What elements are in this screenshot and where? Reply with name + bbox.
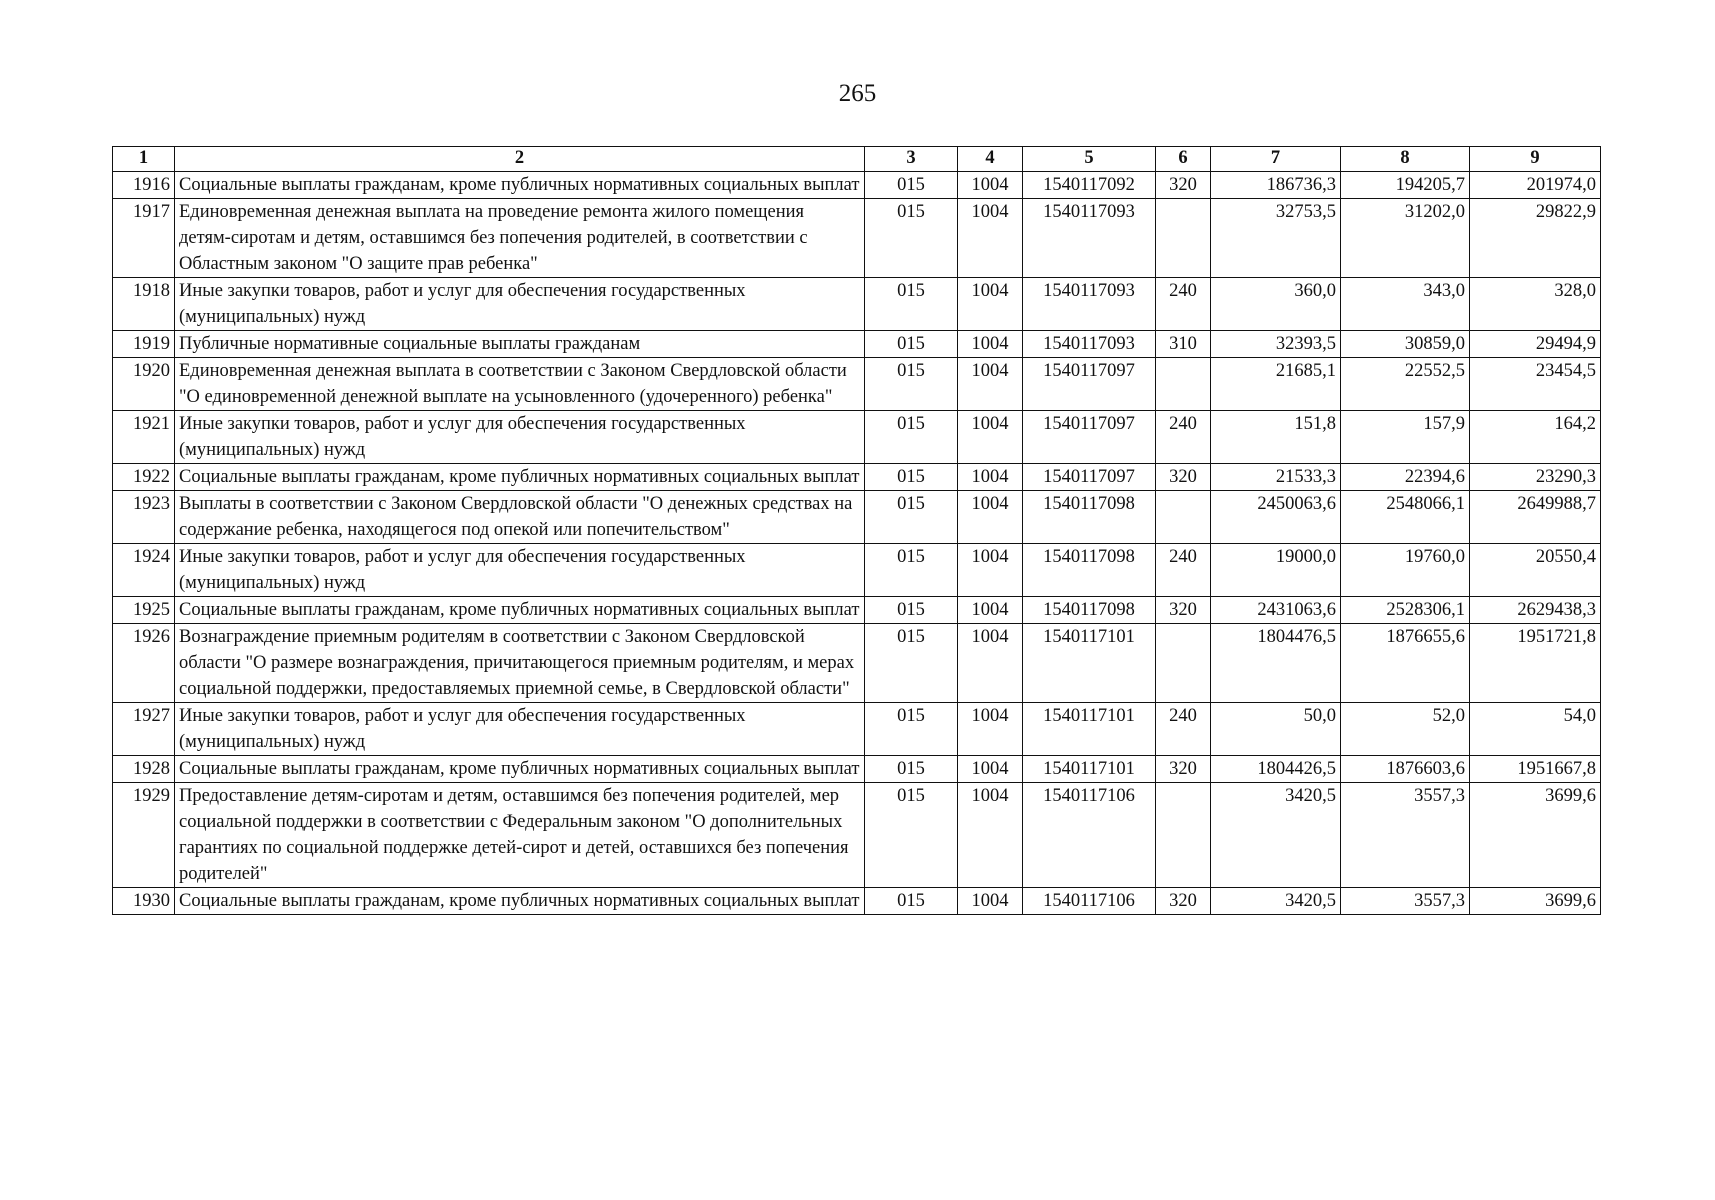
amount-year-3: 29494,9 (1470, 331, 1601, 358)
amount-year-1: 3420,5 (1211, 888, 1341, 915)
table-body (113, 172, 1601, 915)
code-expense-type: 320 (1156, 597, 1211, 624)
column-header: 6 (1156, 147, 1211, 172)
amount-year-3: 3699,6 (1470, 888, 1601, 915)
amount-year-2: 19760,0 (1341, 544, 1470, 597)
amount-year-2: 343,0 (1341, 278, 1470, 331)
code-ministry: 015 (865, 491, 958, 544)
column-header: 4 (958, 147, 1023, 172)
code-target-article: 1540117098 (1023, 491, 1156, 544)
column-header: 5 (1023, 147, 1156, 172)
amount-year-3: 2629438,3 (1470, 597, 1601, 624)
code-section: 1004 (958, 331, 1023, 358)
code-expense-type: 320 (1156, 888, 1211, 915)
row-number: 1929 (113, 783, 175, 888)
column-header: 8 (1341, 147, 1470, 172)
code-expense-type: 240 (1156, 544, 1211, 597)
code-target-article: 1540117101 (1023, 756, 1156, 783)
code-section: 1004 (958, 624, 1023, 703)
row-number: 1928 (113, 756, 175, 783)
amount-year-1: 1804476,5 (1211, 624, 1341, 703)
code-ministry: 015 (865, 624, 958, 703)
amount-year-1: 2450063,6 (1211, 491, 1341, 544)
row-number: 1919 (113, 331, 175, 358)
code-ministry: 015 (865, 278, 958, 331)
table-row (113, 756, 1601, 783)
table-row (113, 703, 1601, 756)
amount-year-1: 21685,1 (1211, 358, 1341, 411)
row-number: 1916 (113, 172, 175, 199)
page-number: 265 (838, 80, 877, 107)
amount-year-3: 201974,0 (1470, 172, 1601, 199)
code-target-article: 1540117098 (1023, 597, 1156, 624)
code-ministry: 015 (865, 172, 958, 199)
code-expense-type: 310 (1156, 331, 1211, 358)
row-description: Выплаты в соответствии с Законом Свердловской области "О денежных средствах на содержание ребенка, находящегося под опекой или попечительством" (175, 491, 865, 544)
row-description: Социальные выплаты гражданам, кроме публичных нормативных социальных выплат (175, 172, 865, 199)
amount-year-1: 2431063,6 (1211, 597, 1341, 624)
code-expense-type (1156, 491, 1211, 544)
code-section: 1004 (958, 358, 1023, 411)
code-section: 1004 (958, 597, 1023, 624)
code-target-article: 1540117093 (1023, 199, 1156, 278)
amount-year-3: 3699,6 (1470, 783, 1601, 888)
code-ministry: 015 (865, 783, 958, 888)
code-ministry: 015 (865, 544, 958, 597)
row-number: 1918 (113, 278, 175, 331)
row-number: 1920 (113, 358, 175, 411)
row-number: 1930 (113, 888, 175, 915)
amount-year-2: 2548066,1 (1341, 491, 1470, 544)
code-expense-type (1156, 783, 1211, 888)
table-row (113, 624, 1601, 703)
amount-year-3: 20550,4 (1470, 544, 1601, 597)
amount-year-2: 30859,0 (1341, 331, 1470, 358)
code-section: 1004 (958, 544, 1023, 597)
table-row (113, 464, 1601, 491)
amount-year-3: 23290,3 (1470, 464, 1601, 491)
amount-year-3: 1951667,8 (1470, 756, 1601, 783)
code-target-article: 1540117097 (1023, 411, 1156, 464)
code-target-article: 1540117098 (1023, 544, 1156, 597)
row-description: Предоставление детям-сиротам и детям, оставшимся без попечения родителей, мер социальной поддержки в соответствии с Федеральным законом "О дополнительных гарантиях по социальной поддержке детей-сирот и детей, оставшихся без попечения родителей" (175, 783, 865, 888)
code-target-article: 1540117106 (1023, 888, 1156, 915)
amount-year-2: 1876603,6 (1341, 756, 1470, 783)
code-ministry: 015 (865, 597, 958, 624)
code-expense-type: 240 (1156, 278, 1211, 331)
code-target-article: 1540117092 (1023, 172, 1156, 199)
row-description: Социальные выплаты гражданам, кроме публичных нормативных социальных выплат (175, 888, 865, 915)
amount-year-1: 19000,0 (1211, 544, 1341, 597)
amount-year-1: 186736,3 (1211, 172, 1341, 199)
row-number: 1927 (113, 703, 175, 756)
table-row (113, 544, 1601, 597)
amount-year-3: 54,0 (1470, 703, 1601, 756)
amount-year-3: 2649988,7 (1470, 491, 1601, 544)
row-description: Иные закупки товаров, работ и услуг для обеспечения государственных (муниципальных) нужд (175, 544, 865, 597)
amount-year-2: 31202,0 (1341, 199, 1470, 278)
code-expense-type: 240 (1156, 703, 1211, 756)
code-target-article: 1540117101 (1023, 703, 1156, 756)
amount-year-2: 1876655,6 (1341, 624, 1470, 703)
code-expense-type (1156, 358, 1211, 411)
table-row (113, 411, 1601, 464)
row-description: Иные закупки товаров, работ и услуг для обеспечения государственных (муниципальных) нужд (175, 703, 865, 756)
code-ministry: 015 (865, 358, 958, 411)
amount-year-2: 2528306,1 (1341, 597, 1470, 624)
row-description: Вознаграждение приемным родителям в соответствии с Законом Свердловской области "О размере вознаграждения, причитающегося приемным родителям, и мерах социальной поддержки, предоставляемых приемной семье, в Свердловской области" (175, 624, 865, 703)
table-row (113, 278, 1601, 331)
row-description: Единовременная денежная выплата на проведение ремонта жилого помещения детям-сиротам и детям, оставшимся без попечения родителей, в соответствии с Областным законом "О защите прав ребенка" (175, 199, 865, 278)
table-row (113, 491, 1601, 544)
code-target-article: 1540117097 (1023, 464, 1156, 491)
code-section: 1004 (958, 199, 1023, 278)
row-description: Единовременная денежная выплата в соответствии с Законом Свердловской области "О единовременной денежной выплате на усыновленного (удочеренного) ребенка" (175, 358, 865, 411)
amount-year-1: 50,0 (1211, 703, 1341, 756)
amount-year-3: 23454,5 (1470, 358, 1601, 411)
amount-year-2: 3557,3 (1341, 783, 1470, 888)
code-ministry: 015 (865, 411, 958, 464)
table-row (113, 358, 1601, 411)
column-header: 7 (1211, 147, 1341, 172)
amount-year-1: 32393,5 (1211, 331, 1341, 358)
row-number: 1924 (113, 544, 175, 597)
code-ministry: 015 (865, 464, 958, 491)
code-expense-type: 320 (1156, 172, 1211, 199)
code-section: 1004 (958, 888, 1023, 915)
row-description: Социальные выплаты гражданам, кроме публичных нормативных социальных выплат (175, 464, 865, 491)
amount-year-2: 194205,7 (1341, 172, 1470, 199)
code-ministry: 015 (865, 199, 958, 278)
code-ministry: 015 (865, 703, 958, 756)
column-header: 2 (175, 147, 865, 172)
row-number: 1926 (113, 624, 175, 703)
code-target-article: 1540117093 (1023, 278, 1156, 331)
code-section: 1004 (958, 464, 1023, 491)
table-row (113, 888, 1601, 915)
code-target-article: 1540117093 (1023, 331, 1156, 358)
code-target-article: 1540117106 (1023, 783, 1156, 888)
budget-table (112, 146, 1601, 915)
amount-year-1: 151,8 (1211, 411, 1341, 464)
code-expense-type: 240 (1156, 411, 1211, 464)
row-description: Публичные нормативные социальные выплаты гражданам (175, 331, 865, 358)
code-section: 1004 (958, 172, 1023, 199)
code-target-article: 1540117101 (1023, 624, 1156, 703)
amount-year-3: 29822,9 (1470, 199, 1601, 278)
table-row (113, 172, 1601, 199)
row-description: Иные закупки товаров, работ и услуг для обеспечения государственных (муниципальных) нужд (175, 411, 865, 464)
code-expense-type: 320 (1156, 756, 1211, 783)
row-number: 1922 (113, 464, 175, 491)
code-section: 1004 (958, 703, 1023, 756)
code-expense-type: 320 (1156, 464, 1211, 491)
code-section: 1004 (958, 411, 1023, 464)
code-ministry: 015 (865, 888, 958, 915)
amount-year-2: 22552,5 (1341, 358, 1470, 411)
row-number: 1923 (113, 491, 175, 544)
header-row (113, 147, 1601, 172)
amount-year-2: 3557,3 (1341, 888, 1470, 915)
code-section: 1004 (958, 278, 1023, 331)
row-number: 1921 (113, 411, 175, 464)
column-header: 3 (865, 147, 958, 172)
code-section: 1004 (958, 783, 1023, 888)
table-row (113, 331, 1601, 358)
row-description: Иные закупки товаров, работ и услуг для обеспечения государственных (муниципальных) нужд (175, 278, 865, 331)
amount-year-2: 157,9 (1341, 411, 1470, 464)
code-section: 1004 (958, 756, 1023, 783)
column-header: 1 (113, 147, 175, 172)
amount-year-1: 21533,3 (1211, 464, 1341, 491)
amount-year-1: 1804426,5 (1211, 756, 1341, 783)
amount-year-1: 3420,5 (1211, 783, 1341, 888)
amount-year-1: 32753,5 (1211, 199, 1341, 278)
code-section: 1004 (958, 491, 1023, 544)
amount-year-2: 22394,6 (1341, 464, 1470, 491)
amount-year-1: 360,0 (1211, 278, 1341, 331)
amount-year-3: 328,0 (1470, 278, 1601, 331)
amount-year-3: 1951721,8 (1470, 624, 1601, 703)
table-row (113, 199, 1601, 278)
row-description: Социальные выплаты гражданам, кроме публичных нормативных социальных выплат (175, 756, 865, 783)
row-number: 1925 (113, 597, 175, 624)
code-ministry: 015 (865, 331, 958, 358)
row-description: Социальные выплаты гражданам, кроме публичных нормативных социальных выплат (175, 597, 865, 624)
code-expense-type (1156, 624, 1211, 703)
code-target-article: 1540117097 (1023, 358, 1156, 411)
table-row (113, 597, 1601, 624)
column-header: 9 (1470, 147, 1601, 172)
code-expense-type (1156, 199, 1211, 278)
table-row (113, 783, 1601, 888)
amount-year-3: 164,2 (1470, 411, 1601, 464)
row-number: 1917 (113, 199, 175, 278)
code-ministry: 015 (865, 756, 958, 783)
amount-year-2: 52,0 (1341, 703, 1470, 756)
